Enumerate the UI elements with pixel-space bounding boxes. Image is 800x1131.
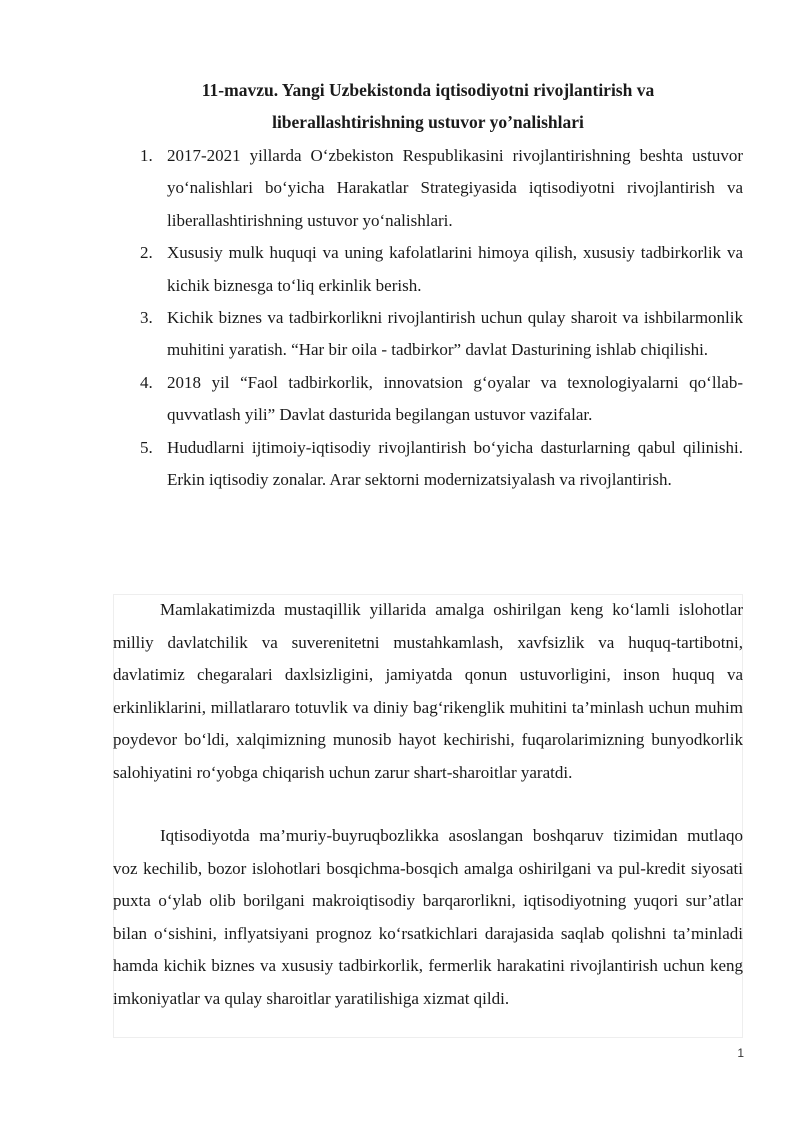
list-item-text: Kichik biznes va tadbirkorlikni rivojlantirish uchun qulay sharoit va ishbilarmonlik muhitini yaratish. “Har bir oila - tadbirkor” davlat Dasturining ishlab chiqilishi. bbox=[167, 308, 743, 360]
body-paragraph-1: Mamlakatimizda mustaqillik yillarida amalga oshirilgan keng ko‘lamli islohotlar milliy davlatchilik va suverenitetni mustahkamlash, xavfsizlik va huquq-tartibotni, davlatimiz chegaralari daxlsizligini, jamiyatda qonun ustuvorligini, inson huquq va erkinliklarini, millatlararo totuvlik va diniy bag‘rikenglik muhitini ta’minlash uchun muhim poydevor bo‘ldi, xalqimizning munosib hayot kechirishi, fuqarolarimizning bunyodkorlik salohiyatini ro‘yobga chiqarish uchun zarur shart-sharoitlar yaratdi. bbox=[113, 600, 743, 782]
list-item-text: 2017-2021 yillarda O‘zbekiston Respublikasini rivojlantirishning beshta ustuvor yo‘nalishlari bo‘yicha Harakatlar Strategiyasida iqtisodiyotni rivojlantirish va liberallashtirishning ustuvor yo‘nalishlari. bbox=[167, 146, 743, 230]
list-item-number: 3. bbox=[140, 308, 153, 328]
list-item bbox=[140, 302, 743, 367]
list-item bbox=[140, 367, 743, 432]
list-item-text: Hududlarni ijtimoiy-iqtisodiy rivojlantirish bo‘yicha dasturlarning qabul qilinishi. Erkin iqtisodiy zonalar. Arar sektorni modernizatsiyalash va rivojlantirish. bbox=[167, 437, 743, 490]
list-item-number: 1. bbox=[140, 146, 153, 165]
list-item-number: 5. bbox=[140, 437, 153, 457]
list-item bbox=[140, 140, 743, 237]
title-line-1: 11-mavzu. Yangi Uzbekistonda iqtisodiyotni rivojlantirish va bbox=[201, 80, 655, 100]
title-line-2: liberallashtirishning ustuvor yo’nalishlari bbox=[272, 112, 584, 132]
topic-list bbox=[140, 140, 743, 496]
page-number: 1 bbox=[737, 1046, 744, 1060]
list-item-number: 4. bbox=[140, 372, 153, 392]
list-item-text: 2018 yil “Faol tadbirkorlik, innovatsion g‘oyalar va texnologiyalarni qo‘llab-quvvatlash yili” Davlat dasturida begilangan ustuvor vazifalar. bbox=[167, 372, 743, 425]
list-item-number: 2. bbox=[140, 243, 153, 263]
list-item bbox=[140, 237, 743, 302]
document-title bbox=[113, 74, 743, 138]
list-item bbox=[140, 432, 743, 497]
list-item-text: Xususiy mulk huquqi va uning kafolatlarini himoya qilish, xususiy tadbirkorlik va kichik biznesga to‘liq erkinlik berish. bbox=[167, 243, 743, 295]
body-paragraph-2: Iqtisodiyotda ma’muriy-buyruqbozlikka asoslangan boshqaruv tizimidan mutlaqo voz kechilib, bozor islohotlari bosqichma-bosqich amalga oshirilgani va pul-kredit siyosati puxta o‘ylab olib borilgani makroiqtisodiy barqarorlikni, iqtisodiyotning yuqori sur’atlar bilan o‘sishini, inflyatsiyani prognoz ko‘rsatkichlari darajasida saqlab qolishni ta’minladi hamda kichik biznes va xususiy tadbirkorlik, fermerlik harakatini rivojlantirish uchun keng imkoniyatlar va qulay sharoitlar yaratilishiga xizmat qildi. bbox=[113, 826, 743, 1008]
